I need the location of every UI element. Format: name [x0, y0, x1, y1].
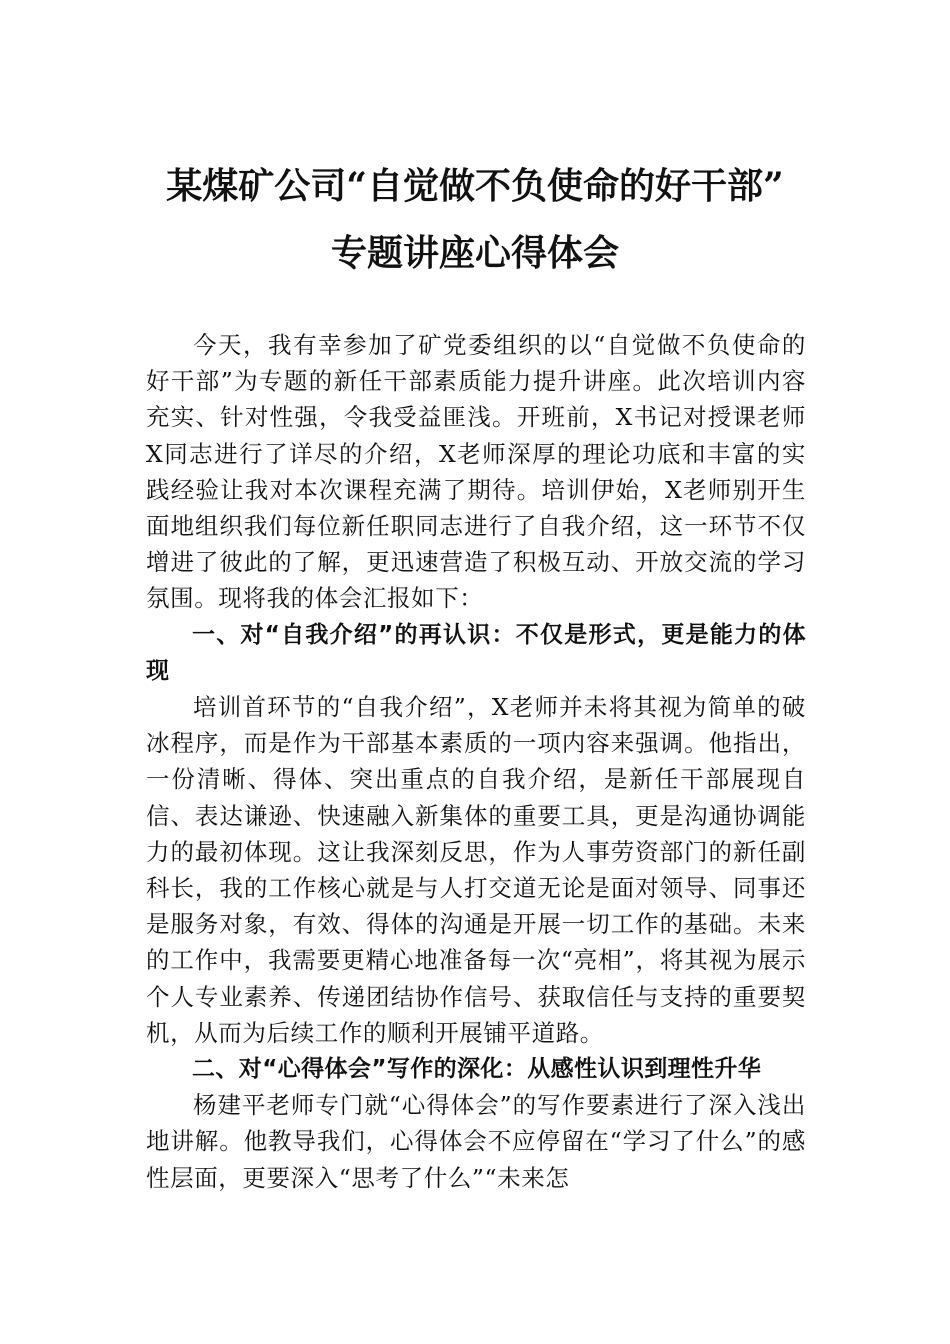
- paragraph-section-2: 杨建平老师专门就“心得体会”的写作要素进行了深入浅出地讲解。他教导我们，心得体会不应停留在“学习了什么”的感性层面，更要深入“思考了什么”“未来怎: [146, 1091, 806, 1192]
- document-title-line-1: 某煤矿公司“自觉做不负使命的好干部”: [166, 165, 784, 207]
- section-heading-1: 一、对“自我介绍”的再认识：不仅是形式，更是能力的体现: [146, 621, 806, 684]
- paragraph-intro: 今天，我有幸参加了矿党委组织的以“自觉做不负使命的好干部”为专题的新任干部素质能力提升讲座。此次培训内容充实、针对性强，令我受益匪浅。开班前，X书记对授课老师X同志进行了详尽的介绍，X老师深厚的理论功底和丰富的实践经验让我对本次课程充满了期待。培训伊始，X老师别开生面地组织我们每位新任职同志进行了自我介绍，这一环节不仅增进了彼此的了解，更迅速营造了积极互动、开放交流的学习氛围。现将我的体会汇报如下：: [146, 331, 806, 613]
- document-title-line-2: 专题讲座心得体会: [330, 232, 619, 274]
- paragraph-section-1: 培训首环节的“自我介绍”，X老师并未将其视为简单的破冰程序，而是作为干部基本素质的一项内容来强调。他指出，一份清晰、得体、突出重点的自我介绍，是新任干部展现自信、表达谦逊、快速融入新集体的重要工具，更是沟通协调能力的最初体现。这让我深刻反思，作为人事劳资部门的新任副科长，我的工作核心就是与人打交道无论是面对领导、同事还是服务对象，有效、得体的沟通是开展一切工作的基础。未来的工作中，我需要更精心地准备每一次“亮相”，将其视为展示个人专业素养、传递团结协作信号、获取信任与支持的重要契机，从而为后续工作的顺利开展铺平道路。: [146, 693, 806, 1047]
- section-heading-2: 二、对“心得体会”写作的深化：从感性认识到理性升华: [192, 1056, 762, 1083]
- document-body: [146, 327, 806, 1196]
